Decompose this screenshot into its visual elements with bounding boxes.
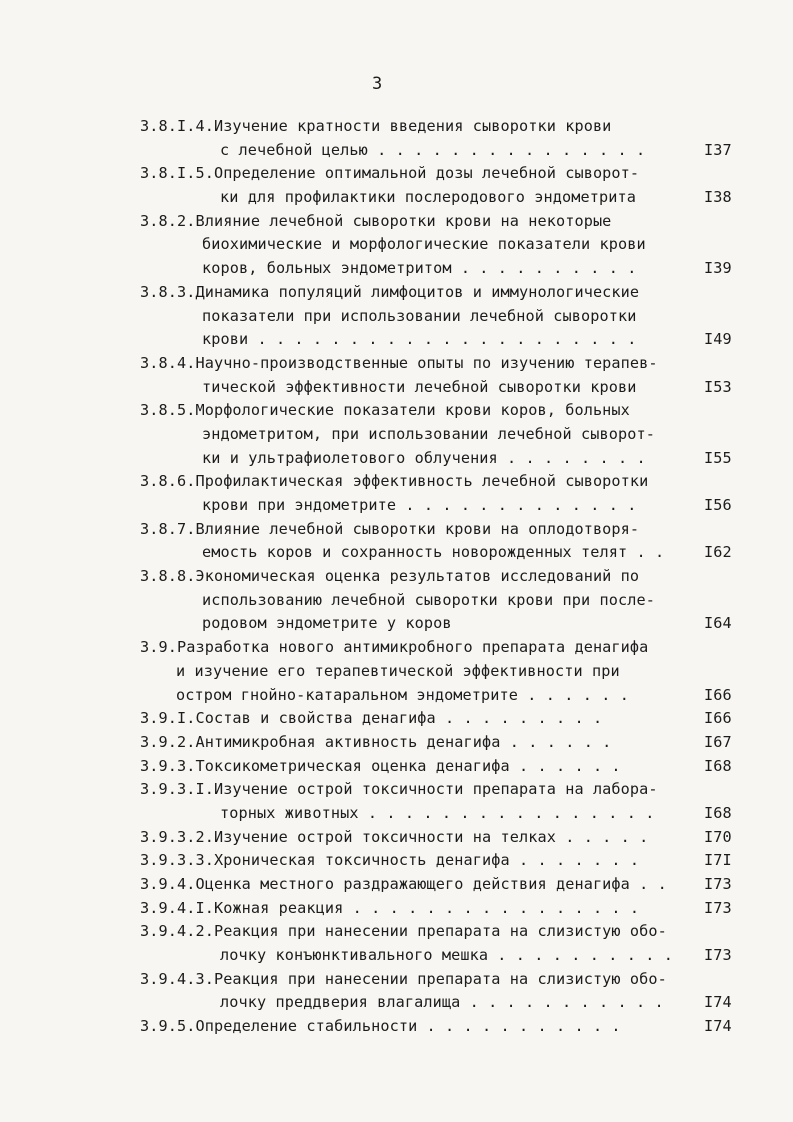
toc-entry-title-continued: показатели при использовании лечебной сыворотки [202, 306, 637, 325]
table-of-contents [0, 115, 793, 1039]
toc-entry-title: 3.8.6.Профилактическая эффективность лечебной сыворотки [140, 472, 649, 491]
toc-entry-title: 3.9.Разработка нового антимикробного препарата денагифа [140, 638, 649, 657]
toc-entry-title: 3.9.I.Состав и свойства денагифа . . . . . . . . . [140, 709, 603, 728]
toc-entry-title-continued: емость коров и сохранность новорожденных телят . . [202, 543, 665, 562]
toc-entry-title: 3.9.3.2.Изучение острой токсичности на телках . . . . . [140, 827, 649, 846]
toc-entry-title: 3.8.8.Экономическая оценка результатов исследований по [140, 567, 640, 586]
toc-entry-page: I53 [704, 377, 732, 396]
toc-entry-page: I39 [704, 259, 732, 278]
toc-entry [0, 968, 793, 1015]
toc-entry-page: I68 [704, 756, 732, 775]
toc-entry [0, 826, 793, 850]
toc-entry-page: I74 [704, 1017, 732, 1036]
toc-entry-title: 3.8.I.5.Определение оптимальной дозы лечебной сыворот- [140, 164, 640, 183]
toc-entry [0, 873, 793, 897]
toc-entry-page: I68 [704, 803, 732, 822]
toc-entry [0, 565, 793, 636]
toc-entry-title-continued: и изучение его терапевтической эффективности при [176, 661, 620, 680]
toc-entry [0, 849, 793, 873]
toc-entry-title: 3.9.2.Антимикробная активность денагифа . . . . . . [140, 732, 612, 751]
toc-entry-title-continued: лочку преддверия влагалища . . . . . . . . . . . [220, 993, 664, 1012]
toc-entry-page: I66 [704, 709, 732, 728]
toc-entry-page: I73 [704, 898, 732, 917]
toc-entry-title-continued: тической эффективности лечебной сыворотки крови [202, 377, 637, 396]
toc-entry-title: 3.8.I.4.Изучение кратности введения сыворотки крови [140, 117, 612, 135]
toc-entry-title-continued: коров, больных эндометритом . . . . . . . . . . [202, 259, 637, 278]
toc-entry-title-continued: биохимические и морфологические показатели крови [202, 235, 646, 254]
toc-entry [0, 731, 793, 755]
toc-entry-title: 3.9.3.3.Хроническая токсичность денагифа . . . . . . . [140, 851, 640, 870]
toc-entry [0, 281, 793, 352]
toc-entry-page: I56 [704, 496, 732, 514]
toc-entry [0, 755, 793, 779]
toc-entry [0, 162, 793, 209]
toc-entry-title-continued: эндометритом, при использовании лечебной сыворот- [202, 424, 655, 443]
toc-entry [0, 210, 793, 281]
toc-entry-page: I38 [704, 188, 732, 207]
toc-entry [0, 399, 793, 470]
toc-entry-page: I7I [704, 851, 732, 870]
toc-entry [0, 518, 793, 565]
toc-entry-title: 3.8.4.Научно-производственные опыты по изучению терапев- [140, 353, 658, 372]
toc-entry [0, 778, 793, 825]
toc-entry-title: 3.9.4.I.Кожная реакция . . . . . . . . . . . . . . . . [140, 898, 640, 917]
toc-entry-title-continued: остром гнойно-катаральном эндометрите . . . . . . [176, 685, 629, 704]
toc-entry [0, 470, 793, 517]
toc-entry-page: I73 [704, 946, 732, 965]
toc-entry [0, 1015, 793, 1039]
toc-entry-page: I70 [704, 827, 732, 846]
toc-entry [0, 352, 793, 399]
toc-entry-title: 3.8.3.Динамика популяций лимфоцитов и иммунологические [140, 282, 640, 301]
toc-entry-page: I73 [704, 875, 732, 893]
toc-entry-title-continued: использованию лечебной сыворотки крови при после- [202, 590, 655, 609]
toc-entry-page: I49 [704, 330, 732, 349]
toc-entry [0, 920, 793, 967]
toc-entry-title: 3.9.4.Оценка местного раздражающего действия денагифа . . [140, 875, 667, 893]
toc-entry-title: 3.8.7.Влияние лечебной сыворотки крови на оплодотворя- [140, 519, 640, 538]
toc-entry-page: I37 [704, 140, 732, 159]
toc-entry-title: 3.9.4.3.Реакция при нанесении препарата на слизистую обо- [140, 969, 667, 988]
toc-entry-page: I67 [704, 732, 732, 751]
toc-entry [0, 707, 793, 731]
toc-entry-title: 3.9.3.Токсикометрическая оценка денагифа . . . . . . [140, 756, 621, 775]
toc-entry-title: 3.8.5.Морфологические показатели крови коров, больных [140, 401, 630, 420]
toc-entry-title: 3.9.5.Определение стабильности . . . . . . . . . . . [140, 1017, 621, 1036]
toc-entry-title-continued: ки и ультрафиолетового облучения . . . . . . . . [202, 448, 646, 467]
toc-entry-page: I64 [704, 614, 732, 633]
toc-entry-page: I66 [704, 685, 732, 704]
toc-entry-page: I74 [704, 993, 732, 1012]
page-number: 3 [372, 74, 383, 94]
toc-entry-title-continued: с лечебной целью . . . . . . . . . . . . . . . [220, 140, 646, 159]
toc-entry-title-continued: ки для профилактики послеродового эндометрита [220, 188, 636, 207]
toc-entry-title-continued: торных животных . . . . . . . . . . . . . . . . [220, 803, 655, 822]
toc-entry [0, 897, 793, 921]
toc-entry-title-continued: крови при эндометрите . . . . . . . . . . . . . [202, 496, 637, 514]
toc-entry-title: 3.8.2.Влияние лечебной сыворотки крови на некоторые [140, 211, 612, 230]
toc-entry-page: I55 [704, 448, 732, 467]
toc-entry-title: 3.9.4.2.Реакция при нанесении препарата на слизистую обо- [140, 922, 667, 941]
toc-entry-title-continued: крови . . . . . . . . . . . . . . . . . . . . . [202, 330, 637, 349]
toc-entry-page: I62 [704, 543, 732, 562]
toc-entry-title-continued: лочку конъюнктивального мешка . . . . . . . . . . [220, 946, 673, 965]
toc-entry-title-continued: родовом эндометрите у коров [202, 614, 452, 633]
toc-entry [0, 636, 793, 707]
toc-entry [0, 115, 793, 162]
toc-entry-title: 3.9.3.I.Изучение острой токсичности препарата на лабора- [140, 780, 658, 799]
